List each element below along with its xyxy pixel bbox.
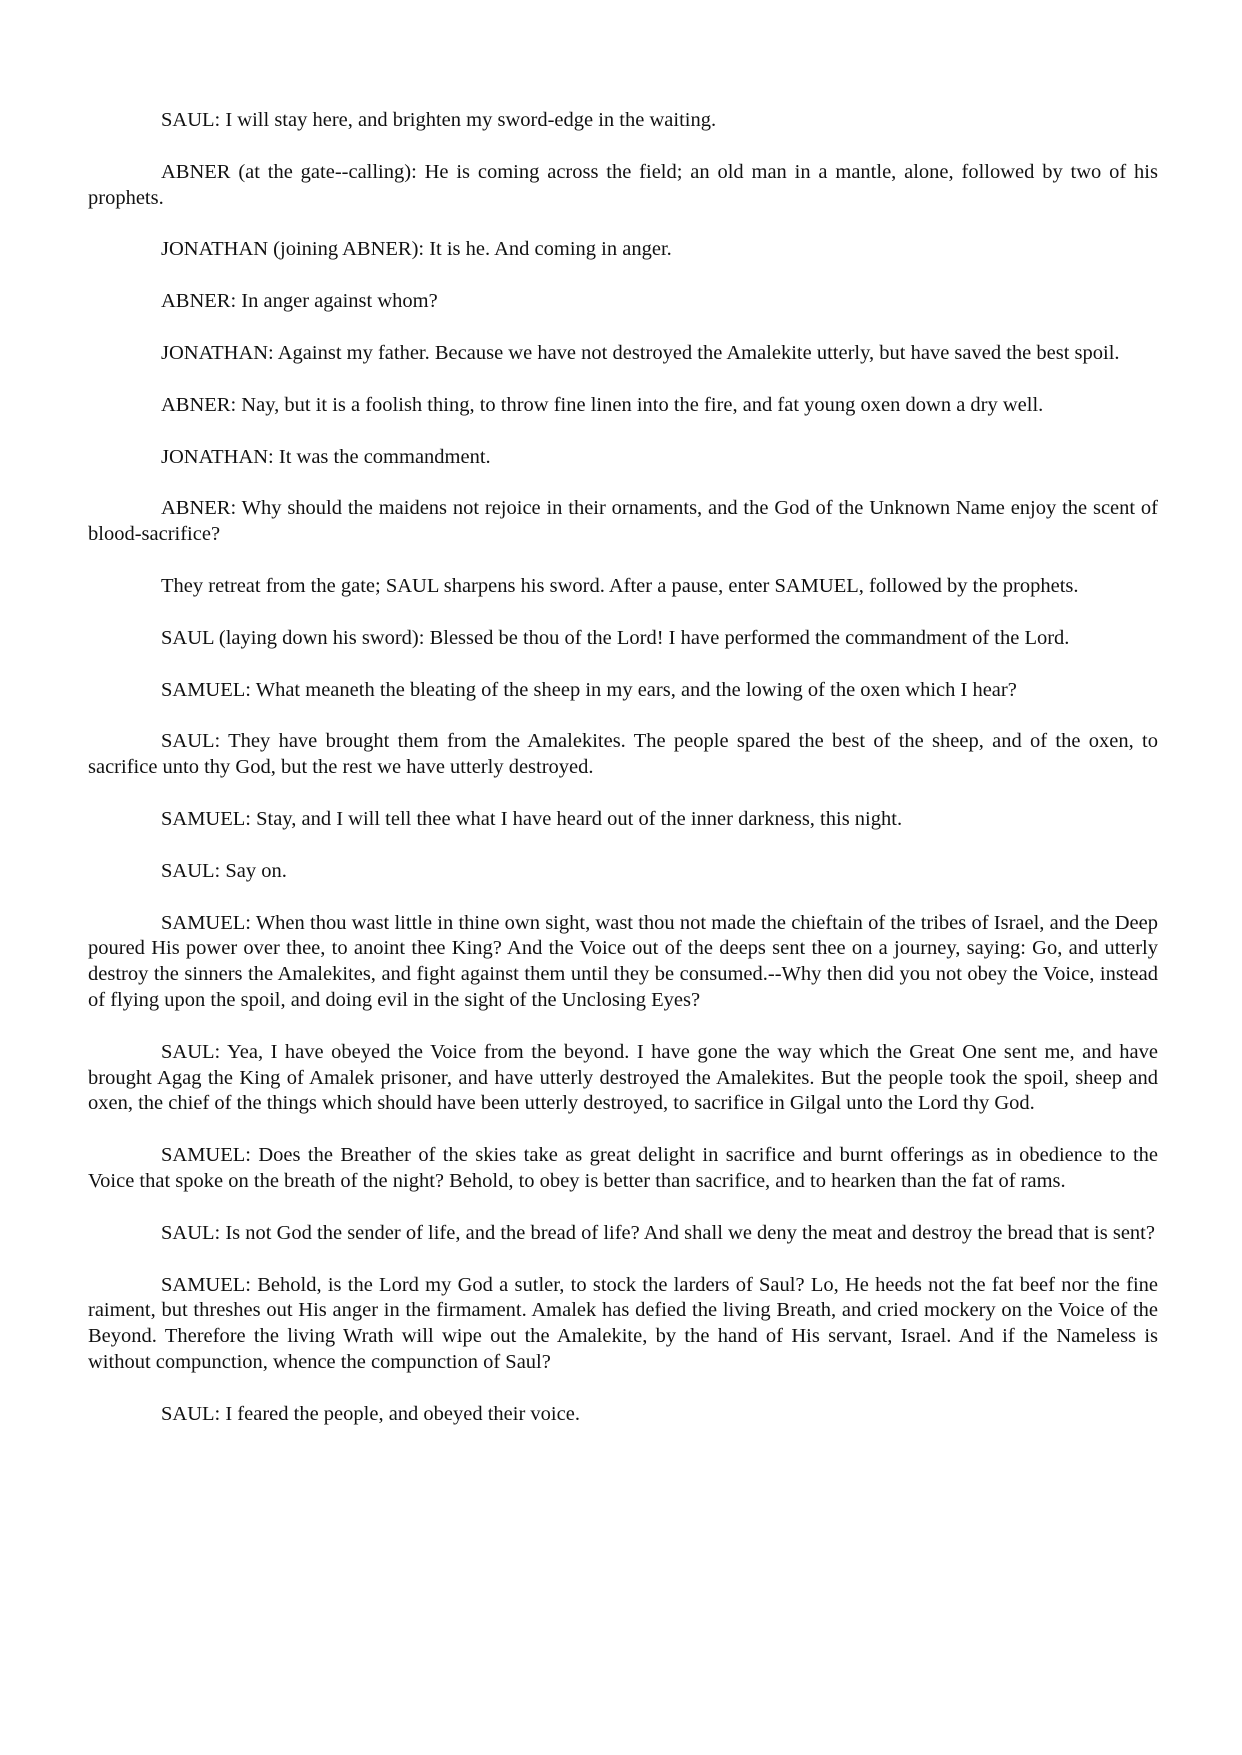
paragraph-stage-direction: They retreat from the gate; SAUL sharpens his sword. After a pause, enter SAMUEL, followed by the prophets. (161, 574, 1079, 597)
paragraph-abner-2: ABNER: In anger against whom? (161, 290, 438, 313)
paragraph-abner-4: ABNER: Why should the maidens not rejoice in their ornaments, and the God of the Unknown Name enjoy the scent of blood-sacrifice? (88, 497, 1158, 546)
paragraph-jonathan-3: JONATHAN: It was the commandment. (161, 445, 491, 468)
paragraph-saul-4: SAUL: Say on. (161, 859, 287, 882)
document-page (88, 108, 1158, 1454)
paragraph-saul-1: SAUL: I will stay here, and brighten my sword-edge in the waiting. (161, 109, 717, 131)
paragraph-samuel-5: SAMUEL: Behold, is the Lord my God a sutler, to stock the larders of Saul? Lo, He heeds not the fat beef nor the fine raiment, but threshes out His anger in the firmament. Amalek has defied the living Breath, and cried mockery on the Voice of the Beyond. Therefore the living Wrath will wipe out the Amalekite, by the hand of His servant, Israel. And if the Nameless is without compunction, whence the compunction of Saul? (88, 1273, 1158, 1373)
paragraph-saul-5: SAUL: Yea, I have obeyed the Voice from the beyond. I have gone the way which the Great One sent me, and have brought Agag the King of Amalek prisoner, and have utterly destroyed the Amalekites. But the people took the spoil, sheep and oxen, the chief of the things which should have been utterly destroyed, to sacrifice in Gilgal unto the Lord thy God. (88, 1040, 1158, 1115)
paragraph-jonathan-1: JONATHAN (joining ABNER): It is he. And coming in anger. (161, 238, 672, 261)
paragraph-saul-3: SAUL: They have brought them from the Amalekites. The people spared the best of the sheep, and of the oxen, to sacrifice unto thy God, but the rest we have utterly destroyed. (88, 730, 1158, 779)
paragraph-abner-3: ABNER: Nay, but it is a foolish thing, to throw fine linen into the fire, and fat young oxen down a dry well. (161, 393, 1044, 416)
paragraph-abner-1: ABNER (at the gate--calling): He is coming across the field; an old man in a mantle, alone, followed by two of his prophets. (88, 160, 1158, 209)
paragraph-jonathan-2: JONATHAN: Against my father. Because we have not destroyed the Amalekite utterly, but have saved the best spoil. (161, 341, 1120, 364)
paragraph-saul-6: SAUL: Is not God the sender of life, and the bread of life? And shall we deny the meat and destroy the bread that is sent? (161, 1221, 1155, 1244)
paragraph-samuel-4: SAMUEL: Does the Breather of the skies take as great delight in sacrifice and burnt offerings as in obedience to the Voice that spoke on the breath of the night? Behold, to obey is better than sacrifice, and to hearken than the fat of rams. (88, 1144, 1158, 1192)
paragraph-samuel-1: SAMUEL: What meaneth the bleating of the sheep in my ears, and the lowing of the oxen which I hear? (161, 678, 1017, 701)
paragraph-saul-2: SAUL (laying down his sword): Blessed be thou of the Lord! I have performed the commandment of the Lord. (161, 626, 1070, 649)
paragraph-saul-7: SAUL: I feared the people, and obeyed their voice. (161, 1402, 580, 1425)
paragraph-samuel-3: SAMUEL: When thou wast little in thine own sight, wast thou not made the chieftain of the tribes of Israel, and the Deep poured His power over thee, to anoint thee King? And the Voice out of the deeps sent thee on a journey, saying: Go, and utterly destroy the sinners the Amalekites, and fight against them until they be consumed.--Why then did you not obey the Voice, instead of flying upon the spoil, and doing evil in the sight of the Unclosing Eyes? (88, 911, 1158, 1011)
paragraph-samuel-2: SAMUEL: Stay, and I will tell thee what I have heard out of the inner darkness, this night. (161, 807, 903, 830)
